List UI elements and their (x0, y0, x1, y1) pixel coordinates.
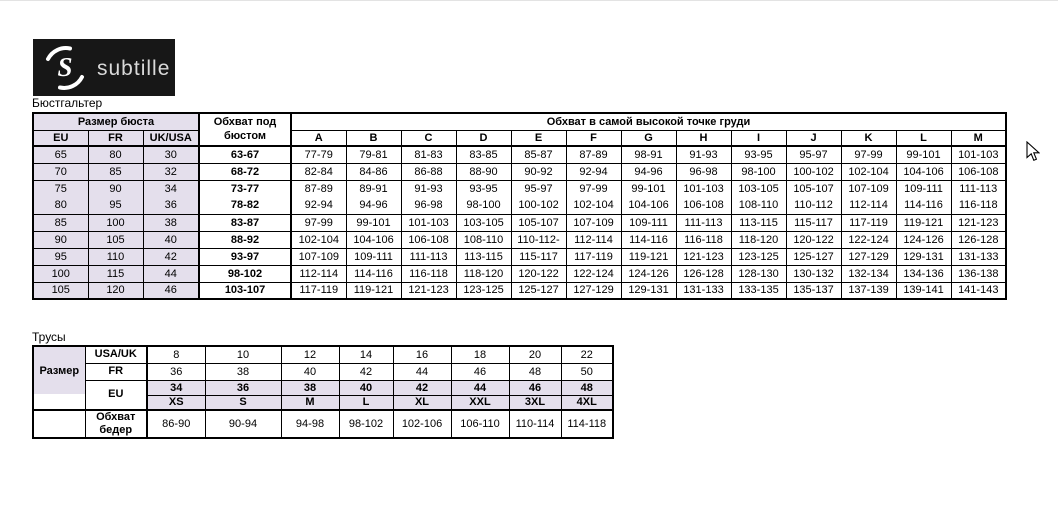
bra-cup-cell: 106-108 (951, 163, 1006, 180)
bra-cup-cell: 120-122 (786, 231, 841, 248)
bra-cup-cell: 87-89 (291, 180, 346, 197)
bra-underbust-cell: 73-77 (199, 180, 291, 197)
bra-col-fr: FR (88, 130, 143, 146)
panties-usauk-cell: 8 (147, 346, 205, 363)
bra-fr-cell: 80 (88, 146, 143, 163)
bra-eu-cell: 90 (33, 231, 88, 248)
bra-cup-cell: 83-85 (456, 146, 511, 163)
bra-underbust-cell: 63-67 (199, 146, 291, 163)
bra-cup-cell: 133-135 (731, 282, 786, 299)
bra-table-row (33, 180, 1006, 197)
bra-cup-cell: 90-92 (511, 163, 566, 180)
bra-cup-cell: 98-100 (731, 163, 786, 180)
bra-cup-cell: 131-133 (676, 282, 731, 299)
bra-cup-cell: 93-95 (731, 146, 786, 163)
panties-eu-num-cell: 36 (205, 380, 281, 395)
panties-fr-cell: 40 (281, 363, 339, 380)
bra-cup-cell: 135-137 (786, 282, 841, 299)
bra-cup-cell: 112-114 (566, 231, 621, 248)
bra-cup-cell: 103-105 (456, 214, 511, 231)
panties-fr-cell: 42 (339, 363, 393, 380)
bra-cup-cell: 77-79 (291, 146, 346, 163)
panties-eu-label: EU (85, 380, 147, 410)
bra-cup-header: M (951, 130, 1006, 146)
bra-cup-cell: 120-122 (511, 265, 566, 282)
panties-fr-cell: 38 (205, 363, 281, 380)
panties-eu-alpha-cell: 4XL (561, 395, 613, 410)
bra-cup-header: I (731, 130, 786, 146)
bra-uk-cell: 30 (143, 146, 199, 163)
panties-eu-alpha-cell: L (339, 395, 393, 410)
bra-cup-cell: 122-124 (566, 265, 621, 282)
bra-uk-cell: 44 (143, 265, 199, 282)
bra-cup-cell: 119-121 (346, 282, 401, 299)
bra-eu-cell: 70 (33, 163, 88, 180)
bra-cup-cell: 112-114 (841, 197, 896, 214)
bra-cup-cell: 110-112 (786, 197, 841, 214)
bra-cup-cell: 119-121 (621, 248, 676, 265)
bra-cup-cell: 89-91 (346, 180, 401, 197)
panties-fr-label: FR (85, 363, 147, 380)
bra-cup-cell: 122-124 (841, 231, 896, 248)
bra-uk-cell: 32 (143, 163, 199, 180)
bra-cup-cell: 101-103 (951, 146, 1006, 163)
panties-hips-cell: 98-102 (339, 410, 393, 438)
bra-cup-cell: 111-113 (951, 180, 1006, 197)
panties-fr-row (33, 363, 613, 380)
bra-cup-cell: 117-119 (291, 282, 346, 299)
bra-cup-cell: 114-116 (621, 231, 676, 248)
bra-fr-cell: 120 (88, 282, 143, 299)
bra-cup-cell: 97-99 (841, 146, 896, 163)
bra-underbust-cell: 103-107 (199, 282, 291, 299)
panties-usauk-cell: 22 (561, 346, 613, 363)
bra-section-label: Бюстгальтер (32, 96, 103, 110)
bra-cup-header: E (511, 130, 566, 146)
bra-cup-cell: 104-106 (621, 197, 676, 214)
bra-fr-cell: 100 (88, 214, 143, 231)
bra-uk-cell: 38 (143, 214, 199, 231)
bra-cup-cell: 134-136 (896, 265, 951, 282)
bra-fr-cell: 90 (88, 180, 143, 197)
bra-underbust-header: Обхват под бюстом (199, 113, 291, 146)
bra-fr-cell: 95 (88, 197, 143, 214)
bra-cup-cell: 97-99 (566, 180, 621, 197)
mouse-cursor-icon (1026, 141, 1040, 167)
bra-cup-cell: 103-105 (731, 180, 786, 197)
bra-cup-cell: 128-130 (731, 265, 786, 282)
bra-cup-cell: 111-113 (401, 248, 456, 265)
bra-underbust-cell: 78-82 (199, 197, 291, 214)
bra-fr-cell: 110 (88, 248, 143, 265)
panties-usauk-cell: 14 (339, 346, 393, 363)
bra-cup-cell: 107-109 (841, 180, 896, 197)
bra-cup-cell: 132-134 (841, 265, 896, 282)
brand-monogram-icon (43, 46, 87, 90)
bra-underbust-cell: 93-97 (199, 248, 291, 265)
bra-underbust-cell: 98-102 (199, 265, 291, 282)
panties-section-label: Трусы (32, 330, 66, 344)
bra-cup-cell: 104-106 (896, 163, 951, 180)
bra-cup-cell: 141-143 (951, 282, 1006, 299)
bra-cup-cell: 99-101 (346, 214, 401, 231)
panties-eu-num-cell: 42 (393, 380, 451, 395)
brand-name: subtille (97, 56, 171, 80)
panties-hips-cell: 90-94 (205, 410, 281, 438)
bra-underbust-cell: 88-92 (199, 231, 291, 248)
panties-hips-cell: 86-90 (147, 410, 205, 438)
bra-cup-cell: 121-123 (401, 282, 456, 299)
bra-table-row (33, 214, 1006, 231)
bra-cup-cell: 84-86 (346, 163, 401, 180)
bra-cup-header: B (346, 130, 401, 146)
panties-size-table (32, 345, 614, 439)
bra-cup-cell: 112-114 (291, 265, 346, 282)
panties-eu-alpha-cell: 3XL (509, 395, 561, 410)
bra-cup-cell: 109-111 (621, 214, 676, 231)
bra-cup-cell: 95-97 (786, 146, 841, 163)
bra-cup-cell: 130-132 (786, 265, 841, 282)
bra-cup-cell: 96-98 (676, 163, 731, 180)
bra-cup-header: H (676, 130, 731, 146)
panties-eu-num-cell: 46 (509, 380, 561, 395)
brand-logo (33, 39, 175, 96)
panties-fr-cell: 50 (561, 363, 613, 380)
panties-fr-cell: 46 (451, 363, 509, 380)
bra-cup-cell: 107-109 (291, 248, 346, 265)
bra-cup-cell: 118-120 (731, 231, 786, 248)
panties-fr-cell: 48 (509, 363, 561, 380)
bra-cup-header: F (566, 130, 621, 146)
panties-usauk-cell: 18 (451, 346, 509, 363)
panties-eu-alpha-cell: XL (393, 395, 451, 410)
bra-cup-cell: 124-126 (896, 231, 951, 248)
bra-cup-cell: 104-106 (346, 231, 401, 248)
panties-eu-num-row (33, 380, 613, 395)
bra-cup-cell: 114-116 (896, 197, 951, 214)
bra-cup-cell: 127-129 (841, 248, 896, 265)
panties-hips-cell: 94-98 (281, 410, 339, 438)
panties-usauk-cell: 10 (205, 346, 281, 363)
bra-cup-cell: 118-120 (456, 265, 511, 282)
bra-cup-cell: 101-103 (401, 214, 456, 231)
panties-hips-cell: 110-114 (509, 410, 561, 438)
bra-cup-cell: 94-96 (346, 197, 401, 214)
bra-table-row (33, 248, 1006, 265)
bra-cup-cell: 109-111 (346, 248, 401, 265)
brand-monogram-letter: S (57, 52, 73, 82)
panties-fr-cell: 36 (147, 363, 205, 380)
bra-cup-cell: 98-100 (456, 197, 511, 214)
panties-eu-alpha-cell: M (281, 395, 339, 410)
bra-cup-cell: 108-110 (731, 197, 786, 214)
bra-cup-cell: 81-83 (401, 146, 456, 163)
bra-cup-cell: 105-107 (786, 180, 841, 197)
bra-bust-point-header: Обхват в самой высокой точке груди (291, 113, 1006, 130)
bra-cup-cell: 97-99 (291, 214, 346, 231)
bra-cup-cell: 99-101 (896, 146, 951, 163)
bra-cup-cell: 94-96 (621, 163, 676, 180)
bra-cup-cell: 121-123 (676, 248, 731, 265)
bra-col-ukusa: UK/USA (143, 130, 199, 146)
bra-table-row (33, 282, 1006, 299)
panties-hips-row (33, 410, 613, 438)
bra-fr-cell: 105 (88, 231, 143, 248)
bra-cup-cell: 125-127 (511, 282, 566, 299)
bra-cup-cell: 91-93 (676, 146, 731, 163)
bra-size-table (32, 112, 1007, 300)
panties-empty-cell (33, 410, 85, 438)
bra-cup-cell: 129-131 (896, 248, 951, 265)
bra-cup-cell: 95-97 (511, 180, 566, 197)
bra-cup-cell: 93-95 (456, 180, 511, 197)
bra-cup-cell: 123-125 (731, 248, 786, 265)
panties-eu-num-cell: 40 (339, 380, 393, 395)
bra-cup-cell: 92-94 (566, 163, 621, 180)
bra-cup-cell: 119-121 (896, 214, 951, 231)
bra-eu-cell: 100 (33, 265, 88, 282)
bra-eu-cell: 80 (33, 197, 88, 214)
bra-uk-cell: 40 (143, 231, 199, 248)
bra-cup-cell: 100-102 (511, 197, 566, 214)
bra-cup-cell: 115-117 (786, 214, 841, 231)
bra-cup-cell: 109-111 (896, 180, 951, 197)
bra-table-row (33, 265, 1006, 282)
panties-usauk-label: USA/UK (85, 346, 147, 363)
bra-cup-cell: 136-138 (951, 265, 1006, 282)
bra-cup-header: L (896, 130, 951, 146)
bra-cup-cell: 98-91 (621, 146, 676, 163)
bra-cup-cell: 113-115 (731, 214, 786, 231)
bra-eu-cell: 65 (33, 146, 88, 163)
bra-underbust-cell: 83-87 (199, 214, 291, 231)
bra-table-row (33, 163, 1006, 180)
panties-eu-alpha-cell: XXL (451, 395, 509, 410)
bra-cup-cell: 126-128 (676, 265, 731, 282)
bra-eu-cell: 75 (33, 180, 88, 197)
bra-fr-cell: 85 (88, 163, 143, 180)
panties-hips-label: Обхват бедер (85, 410, 147, 438)
bra-uk-cell: 34 (143, 180, 199, 197)
bra-cup-cell: 121-123 (951, 214, 1006, 231)
bra-cup-cell: 124-126 (621, 265, 676, 282)
panties-hips-cell: 114-118 (561, 410, 613, 438)
bra-cup-cell: 117-119 (566, 248, 621, 265)
panties-eu-alpha-cell: XS (147, 395, 205, 410)
bra-cup-cell: 139-141 (896, 282, 951, 299)
panties-hips-cell: 102-106 (393, 410, 451, 438)
bra-cup-cell: 106-108 (401, 231, 456, 248)
bra-cup-cell: 127-129 (566, 282, 621, 299)
bra-cup-cell: 100-102 (786, 163, 841, 180)
bra-cup-cell: 125-127 (786, 248, 841, 265)
bra-eu-cell: 105 (33, 282, 88, 299)
bra-table-row (33, 231, 1006, 248)
bra-cup-cell: 102-104 (566, 197, 621, 214)
bra-cup-cell: 115-117 (511, 248, 566, 265)
bra-cup-cell: 88-90 (456, 163, 511, 180)
bra-cup-cell: 116-118 (676, 231, 731, 248)
panties-hips-cell: 106-110 (451, 410, 509, 438)
panties-eu-alpha-cell: S (205, 395, 281, 410)
bra-cup-cell: 86-88 (401, 163, 456, 180)
bra-size-group-header: Размер бюста (33, 113, 199, 130)
bra-cup-cell: 102-104 (841, 163, 896, 180)
bra-cup-cell: 82-84 (291, 163, 346, 180)
panties-fr-cell: 44 (393, 363, 451, 380)
bra-cup-cell: 79-81 (346, 146, 401, 163)
bra-col-eu: EU (33, 130, 88, 146)
bra-cup-cell: 114-116 (346, 265, 401, 282)
panties-eu-num-cell: 44 (451, 380, 509, 395)
bra-table-row (33, 146, 1006, 163)
bra-cup-cell: 101-103 (676, 180, 731, 197)
bra-cup-cell: 111-113 (676, 214, 731, 231)
bra-cup-cell: 85-87 (511, 146, 566, 163)
bra-underbust-cell: 68-72 (199, 163, 291, 180)
bra-cup-cell: 96-98 (401, 197, 456, 214)
bra-cup-header: K (841, 130, 896, 146)
bra-cup-cell: 117-119 (841, 214, 896, 231)
bra-cup-cell: 129-131 (621, 282, 676, 299)
bra-uk-cell: 46 (143, 282, 199, 299)
bra-cup-cell: 137-139 (841, 282, 896, 299)
bra-cup-cell: 107-109 (566, 214, 621, 231)
bra-cup-header: J (786, 130, 841, 146)
bra-cup-cell: 87-89 (566, 146, 621, 163)
bra-cup-cell: 113-115 (456, 248, 511, 265)
panties-size-label: Размер (33, 346, 85, 410)
bra-cup-header: D (456, 130, 511, 146)
bra-fr-cell: 115 (88, 265, 143, 282)
panties-usauk-cell: 20 (509, 346, 561, 363)
panties-usauk-row (33, 346, 613, 363)
bra-cup-cell: 92-94 (291, 197, 346, 214)
bra-cup-header: G (621, 130, 676, 146)
panties-eu-num-cell: 34 (147, 380, 205, 395)
bra-cup-header: A (291, 130, 346, 146)
bra-uk-cell: 36 (143, 197, 199, 214)
bra-cup-cell: 116-118 (401, 265, 456, 282)
panties-eu-num-cell: 48 (561, 380, 613, 395)
panties-eu-num-cell: 38 (281, 380, 339, 395)
bra-cup-header: C (401, 130, 456, 146)
bra-cup-cell: 131-133 (951, 248, 1006, 265)
bra-cup-cell: 123-125 (456, 282, 511, 299)
panties-usauk-cell: 12 (281, 346, 339, 363)
bra-cup-cell: 108-110 (456, 231, 511, 248)
bra-cup-cell: 110-112- (511, 231, 566, 248)
bra-eu-cell: 95 (33, 248, 88, 265)
bra-uk-cell: 42 (143, 248, 199, 265)
bra-cup-cell: 99-101 (621, 180, 676, 197)
bra-cup-cell: 105-107 (511, 214, 566, 231)
bra-cup-cell: 102-104 (291, 231, 346, 248)
bra-cup-cell: 106-108 (676, 197, 731, 214)
bra-eu-cell: 85 (33, 214, 88, 231)
bra-cup-cell: 91-93 (401, 180, 456, 197)
bra-table-row (33, 197, 1006, 214)
bra-cup-cell: 116-118 (951, 197, 1006, 214)
bra-cup-cell: 126-128 (951, 231, 1006, 248)
panties-usauk-cell: 16 (393, 346, 451, 363)
